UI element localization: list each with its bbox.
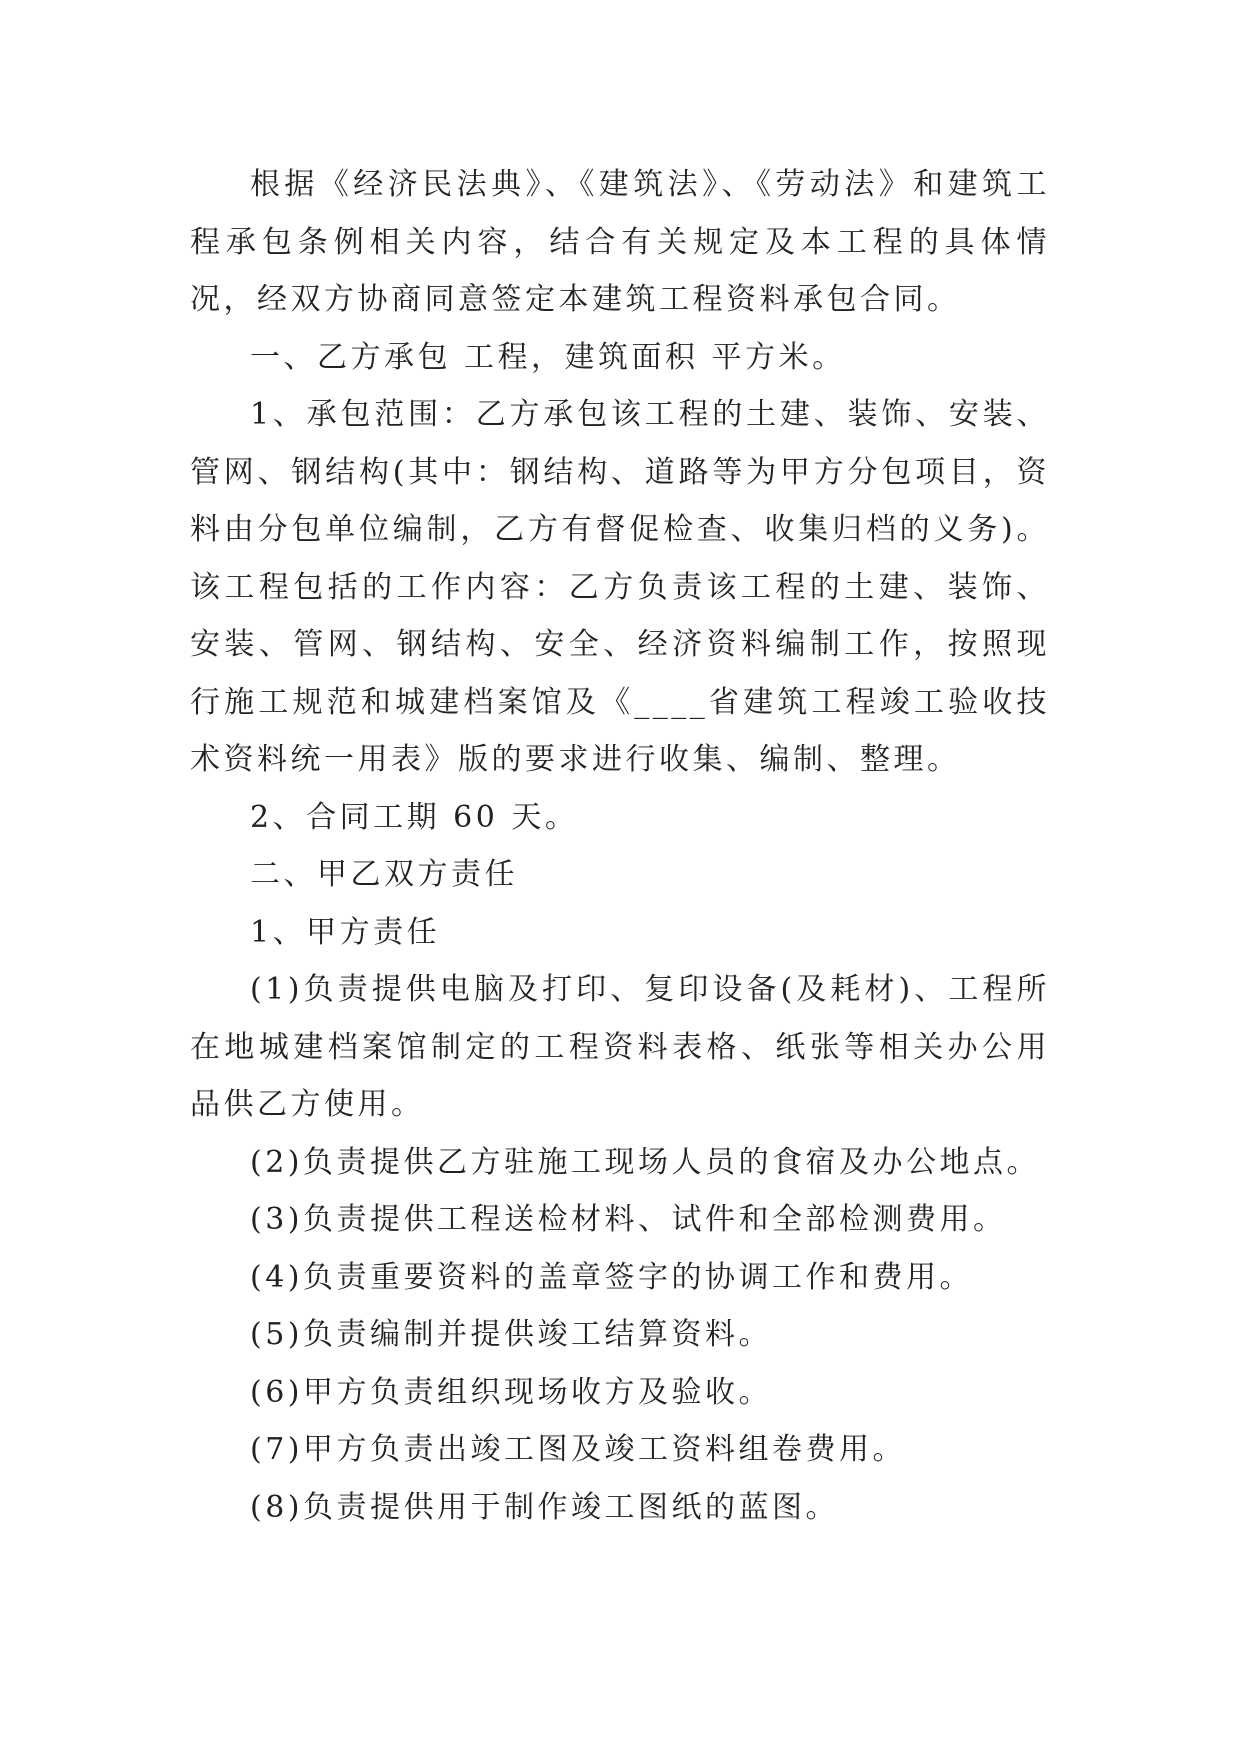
document-body: [190, 156, 1050, 1536]
paragraph-scope: 1、承包范围：乙方承包该工程的土建、装饰、安装、管网、钢结构(其中：钢结构、道路等为甲方分包项目，资料由分包单位编制，乙方有督促检查、收集归档的义务)。该工程包括的工作内容：乙方负责该工程的土建、装饰、安装、管网、钢结构、安全、经济资料编制工作，按照现行施工规范和城建档案馆及《____省建筑工程竣工验收技术资料统一用表》版的要求进行收集、编制、整理。: [190, 397, 1050, 777]
paragraph-section-2: 二、甲乙双方责任: [250, 857, 518, 892]
paragraph-item-3: (3)负责提供工程送检材料、试件和全部检测费用。: [250, 1202, 1007, 1237]
paragraph-item-6: (6)甲方负责组织现场收方及验收。: [250, 1374, 772, 1410]
paragraph-item-5: (5)负责编制并提供竣工结算资料。: [250, 1317, 772, 1352]
paragraph-item-7: (7)甲方负责出竣工图及竣工资料组卷费用。: [250, 1432, 906, 1467]
paragraph-item-1: (1)负责提供电脑及打印、复印设备(及耗材)、工程所在地城建档案馆制定的工程资料表格、纸张等相关办公用品供乙方使用。: [190, 972, 1050, 1122]
paragraph-section-1: 一、乙方承包 工程，建筑面积 平方米。: [250, 339, 846, 375]
paragraph-item-2: (2)负责提供乙方驻施工现场人员的食宿及办公地点。: [250, 1144, 1040, 1180]
paragraph-intro: 根据《经济民法典》、《建筑法》、《劳动法》和建筑工程承包条例相关内容，结合有关规定及本工程的具体情况，经双方协商同意签定本建筑工程资料承包合同。: [190, 167, 1050, 317]
paragraph-item-4: (4)负责重要资料的盖章签字的协调工作和费用。: [250, 1259, 973, 1295]
paragraph-party-a-heading: 1、甲方责任: [250, 914, 441, 950]
paragraph-duration: 2、合同工期 60 天。: [250, 799, 579, 835]
paragraph-item-8: (8)负责提供用于制作竣工图纸的蓝图。: [250, 1489, 839, 1525]
